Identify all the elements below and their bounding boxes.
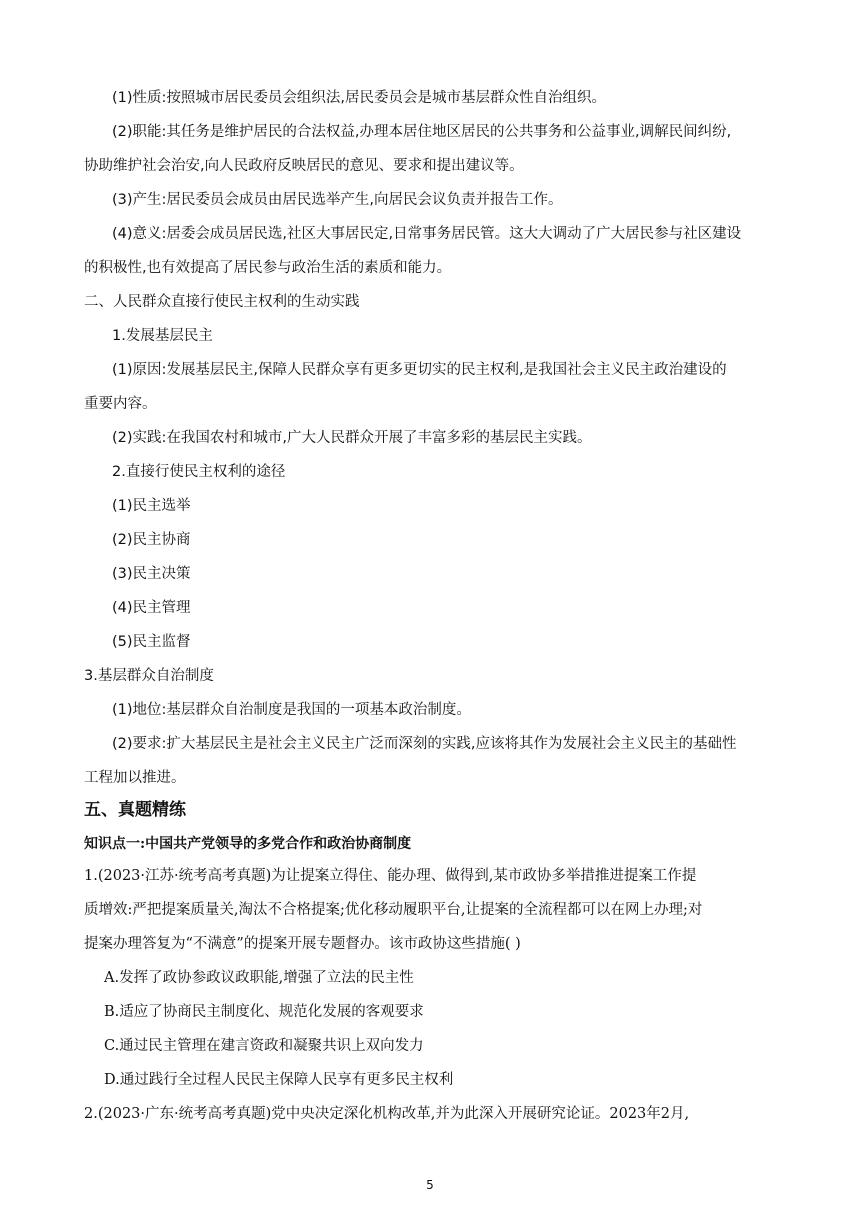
question-1-option-c: C.通过民主管理在建言资政和凝聚共识上双向发力 — [104, 1038, 424, 1054]
question-1-line-2: 质增效:严把提案质量关,淘汰不合格提案;优化移动履职平台,让提案的全流程都可以在网上办理;对 — [84, 902, 703, 918]
list-item-way-1: (1)民主选举 — [112, 498, 191, 514]
question-1-line-3: 提案办理答复为“不满意”的提案开展专题督办。该市政协这些措施( ) — [84, 936, 521, 952]
paragraph-requirement-line-1: (2)要求:扩大基层民主是社会主义民主广泛而深刻的实践,应该将其作为发展社会主义民主的基础性 — [112, 736, 737, 752]
paragraph-requirement-line-2: 工程加以推进。 — [84, 770, 186, 786]
page-number: 5 — [426, 1178, 434, 1192]
paragraph-practice: (2)实践:在我国农村和城市,广大人民群众开展了丰富多彩的基层民主实践。 — [112, 430, 592, 446]
list-item-way-3: (3)民主决策 — [112, 566, 191, 582]
paragraph-origin: (3)产生:居民委员会成员由居民选举产生,向居民会议负责并报告工作。 — [112, 192, 563, 208]
list-item-way-2: (2)民主协商 — [112, 532, 191, 548]
paragraph-significance-line-2: 的积极性,也有效提高了居民参与政治生活的素质和能力。 — [84, 260, 452, 276]
subheading-self-governance: 3.基层群众自治制度 — [84, 668, 214, 684]
list-item-way-4: (4)民主管理 — [112, 600, 191, 616]
paragraph-function-line-2: 协助维护社会治安,向人民政府反映居民的意见、要求和提出建议等。 — [84, 158, 524, 174]
paragraph-status: (1)地位:基层群众自治制度是我国的一项基本政治制度。 — [112, 702, 471, 718]
subheading-direct-rights: 2.直接行使民主权利的途径 — [112, 464, 286, 480]
question-1-line-1: 1.(2023·江苏·统考高考真题)为让提案立得住、能办理、做得到,某市政协多举措推进提案工作提 — [84, 868, 697, 884]
heading-practice: 二、人民群众直接行使民主权利的生动实践 — [84, 294, 360, 310]
paragraph-function-line-1: (2)职能:其任务是维护居民的合法权益,办理本居住地区居民的公共事务和公益事业,调解民间纠纷, — [112, 124, 732, 140]
section-title-exercises: 五、真题精练 — [84, 800, 186, 820]
subheading-grassroots-democracy: 1.发展基层民主 — [112, 328, 213, 344]
question-2-line-1: 2.(2023·广东·统考高考真题)党中央决定深化机构改革,并为此深入开展研究论证。2023年2月, — [84, 1106, 690, 1122]
paragraph-reason-line-1: (1)原因:发展基层民主,保障人民群众享有更多更切实的民主权利,是我国社会主义民主政治建设的 — [112, 362, 727, 378]
knowledge-point-title: 知识点一:中国共产党领导的多党合作和政治协商制度 — [84, 836, 412, 852]
question-1-option-b: B.适应了协商民主制度化、规范化发展的客观要求 — [104, 1004, 424, 1020]
paragraph-reason-line-2: 重要内容。 — [84, 396, 157, 412]
list-item-way-5: (5)民主监督 — [112, 634, 191, 650]
question-1-option-d: D.通过践行全过程人民民主保障人民享有更多民主权利 — [104, 1072, 454, 1088]
paragraph-nature: (1)性质:按照城市居民委员会组织法,居民委员会是城市基层群众性自治组织。 — [112, 90, 607, 106]
paragraph-significance-line-1: (4)意义:居委会成员居民选,社区大事居民定,日常事务居民管。这大大调动了广大居民参与社区建设 — [112, 226, 742, 242]
question-1-option-a: A.发挥了政协参政议政职能,增强了立法的民主性 — [104, 970, 414, 986]
